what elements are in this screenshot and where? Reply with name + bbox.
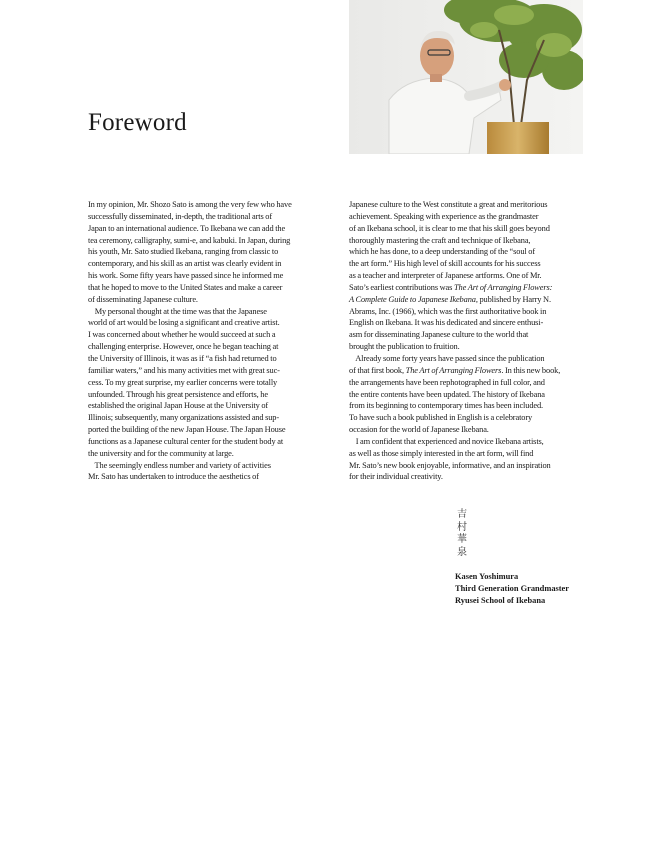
text-line: achievement. Speaking with experience as the grandmaster xyxy=(349,211,539,221)
seal-char: 華 xyxy=(457,534,467,545)
text-line: Japan to an international audience. To Ikebana we can add the xyxy=(88,223,286,233)
foreword-right-column xyxy=(349,199,589,483)
text-line: unfounded. Through his great persistence and efforts, he xyxy=(88,389,268,399)
text-line: ported the building of the new Japan House. The Japan House xyxy=(88,425,286,435)
text-line: Abrams, Inc. (1966), which was the first authoritative book in xyxy=(349,306,547,316)
text-line: his work. Some fifty years have passed since he informed me xyxy=(88,271,284,281)
text-line: challenging enterprise. However, once he began teaching at xyxy=(88,342,279,352)
foreword-left-column xyxy=(88,199,324,483)
author-photo xyxy=(349,0,583,154)
signature-block xyxy=(455,509,569,607)
text-line: Illinois; subsequently, many organizations assisted and sup- xyxy=(88,413,280,423)
text-line: The seemingly endless number and variety of activities xyxy=(88,460,271,470)
text-line: brought the publication to fruition. xyxy=(349,342,460,352)
text-line: the university and for the community at large. xyxy=(88,448,234,458)
text-line: the arrangements have been rephotographed in full color, and xyxy=(349,377,545,387)
text-line: English on Ikebana. It was his dedicated and sincere enthusi- xyxy=(349,318,544,328)
signer-role: Third Generation Grandmaster xyxy=(455,583,569,593)
text-line: contemporary, and his skill as an artist was clearly evident in xyxy=(88,259,282,269)
text-line: thoroughly mastering the craft and technique of Ikebana, xyxy=(349,235,531,245)
text-line: world of art would be losing a significant and creative artist. xyxy=(88,318,280,328)
text-line xyxy=(349,365,589,377)
text-line: Mr. Sato has undertaken to introduce the aesthetics of xyxy=(88,472,259,482)
text-line: To have such a book published in English is a celebratory xyxy=(349,413,533,423)
text-line: the art form.” His high level of skill accounts for his success xyxy=(349,259,541,269)
text-line: cess. To my great surprise, my earlier concerns were totally xyxy=(88,377,278,387)
text-line: the entire contents have been updated. The history of Ikebana xyxy=(349,389,545,399)
text-segment: . In this new book, xyxy=(501,365,561,375)
book-title: The Art of Arranging Flowers: xyxy=(453,282,553,292)
text-line: I am confident that experienced and novice Ikebana artists, xyxy=(349,436,544,446)
text-line: My personal thought at the time was that the Japanese xyxy=(88,306,267,316)
text-line: the University of Illinois, it was as if “a fish had returned to xyxy=(88,353,277,363)
text-line: that he hoped to move to the United States and make a career xyxy=(88,282,283,292)
calligraphy-signature xyxy=(457,509,477,559)
text-line: Already some forty years have passed since the publication xyxy=(349,353,545,363)
text-line: of disseminating Japanese culture. xyxy=(88,294,198,304)
text-segment: , published by Harry N. xyxy=(475,294,551,304)
text-line: established the original Japan House at the University of xyxy=(88,401,269,411)
text-line: occasion for the world of Japanese Ikebana. xyxy=(349,425,489,435)
text-line: I was concerned about whether he would succeed at such a xyxy=(88,330,276,340)
text-line: which he has done, to a deep understanding of the “soul of xyxy=(349,247,536,257)
seal-char: 吉 xyxy=(457,509,467,520)
text-line: familiar waters,” and his many activities met with great suc- xyxy=(88,365,280,375)
seal-char: 泉 xyxy=(457,546,467,558)
text-line: successfully disseminated, in-depth, the traditional arts of xyxy=(88,211,273,221)
text-line: functions as a Japanese cultural center for the student body at xyxy=(88,436,284,446)
text-line: for their individual creativity. xyxy=(349,472,443,482)
text-line: from its beginning to contemporary times has been included. xyxy=(349,401,544,411)
text-segment: of that first book, xyxy=(349,365,406,375)
text-line: Japanese culture to the West constitute a great and meritorious xyxy=(349,200,548,209)
signer-school: Ryusei School of Ikebana xyxy=(455,595,546,605)
text-line: In my opinion, Mr. Shozo Sato is among the very few who have xyxy=(88,200,292,209)
book-title: A Complete Guide to Japanese Ikebana xyxy=(349,294,476,304)
book-title: The Art of Arranging Flowers xyxy=(405,365,502,375)
seal-char: 村 xyxy=(457,521,467,533)
text-line: as well as those simply interested in the art form, will find xyxy=(349,448,534,458)
text-segment: Sato’s earliest contributions was xyxy=(349,282,454,292)
text-line: tea ceremony, calligraphy, sumi-e, and kabuki. In Japan, during xyxy=(88,235,291,245)
text-line xyxy=(349,282,589,294)
signer-name: Kasen Yoshimura xyxy=(455,572,519,581)
text-line xyxy=(349,294,589,306)
page-title: Foreword xyxy=(88,109,187,136)
text-line: as a teacher and interpreter of Japanese artforms. One of Mr. xyxy=(349,271,542,281)
text-line: of an Ikebana school, it is clear to me that his skill goes beyond xyxy=(349,223,550,233)
text-line: his youth, Mr. Sato studied Ikebana, ranging from classic to xyxy=(88,247,279,257)
text-line: Mr. Sato’s new book enjoyable, informative, and an inspiration xyxy=(349,460,551,470)
text-line: asm for disseminating Japanese culture to the world that xyxy=(349,330,529,340)
